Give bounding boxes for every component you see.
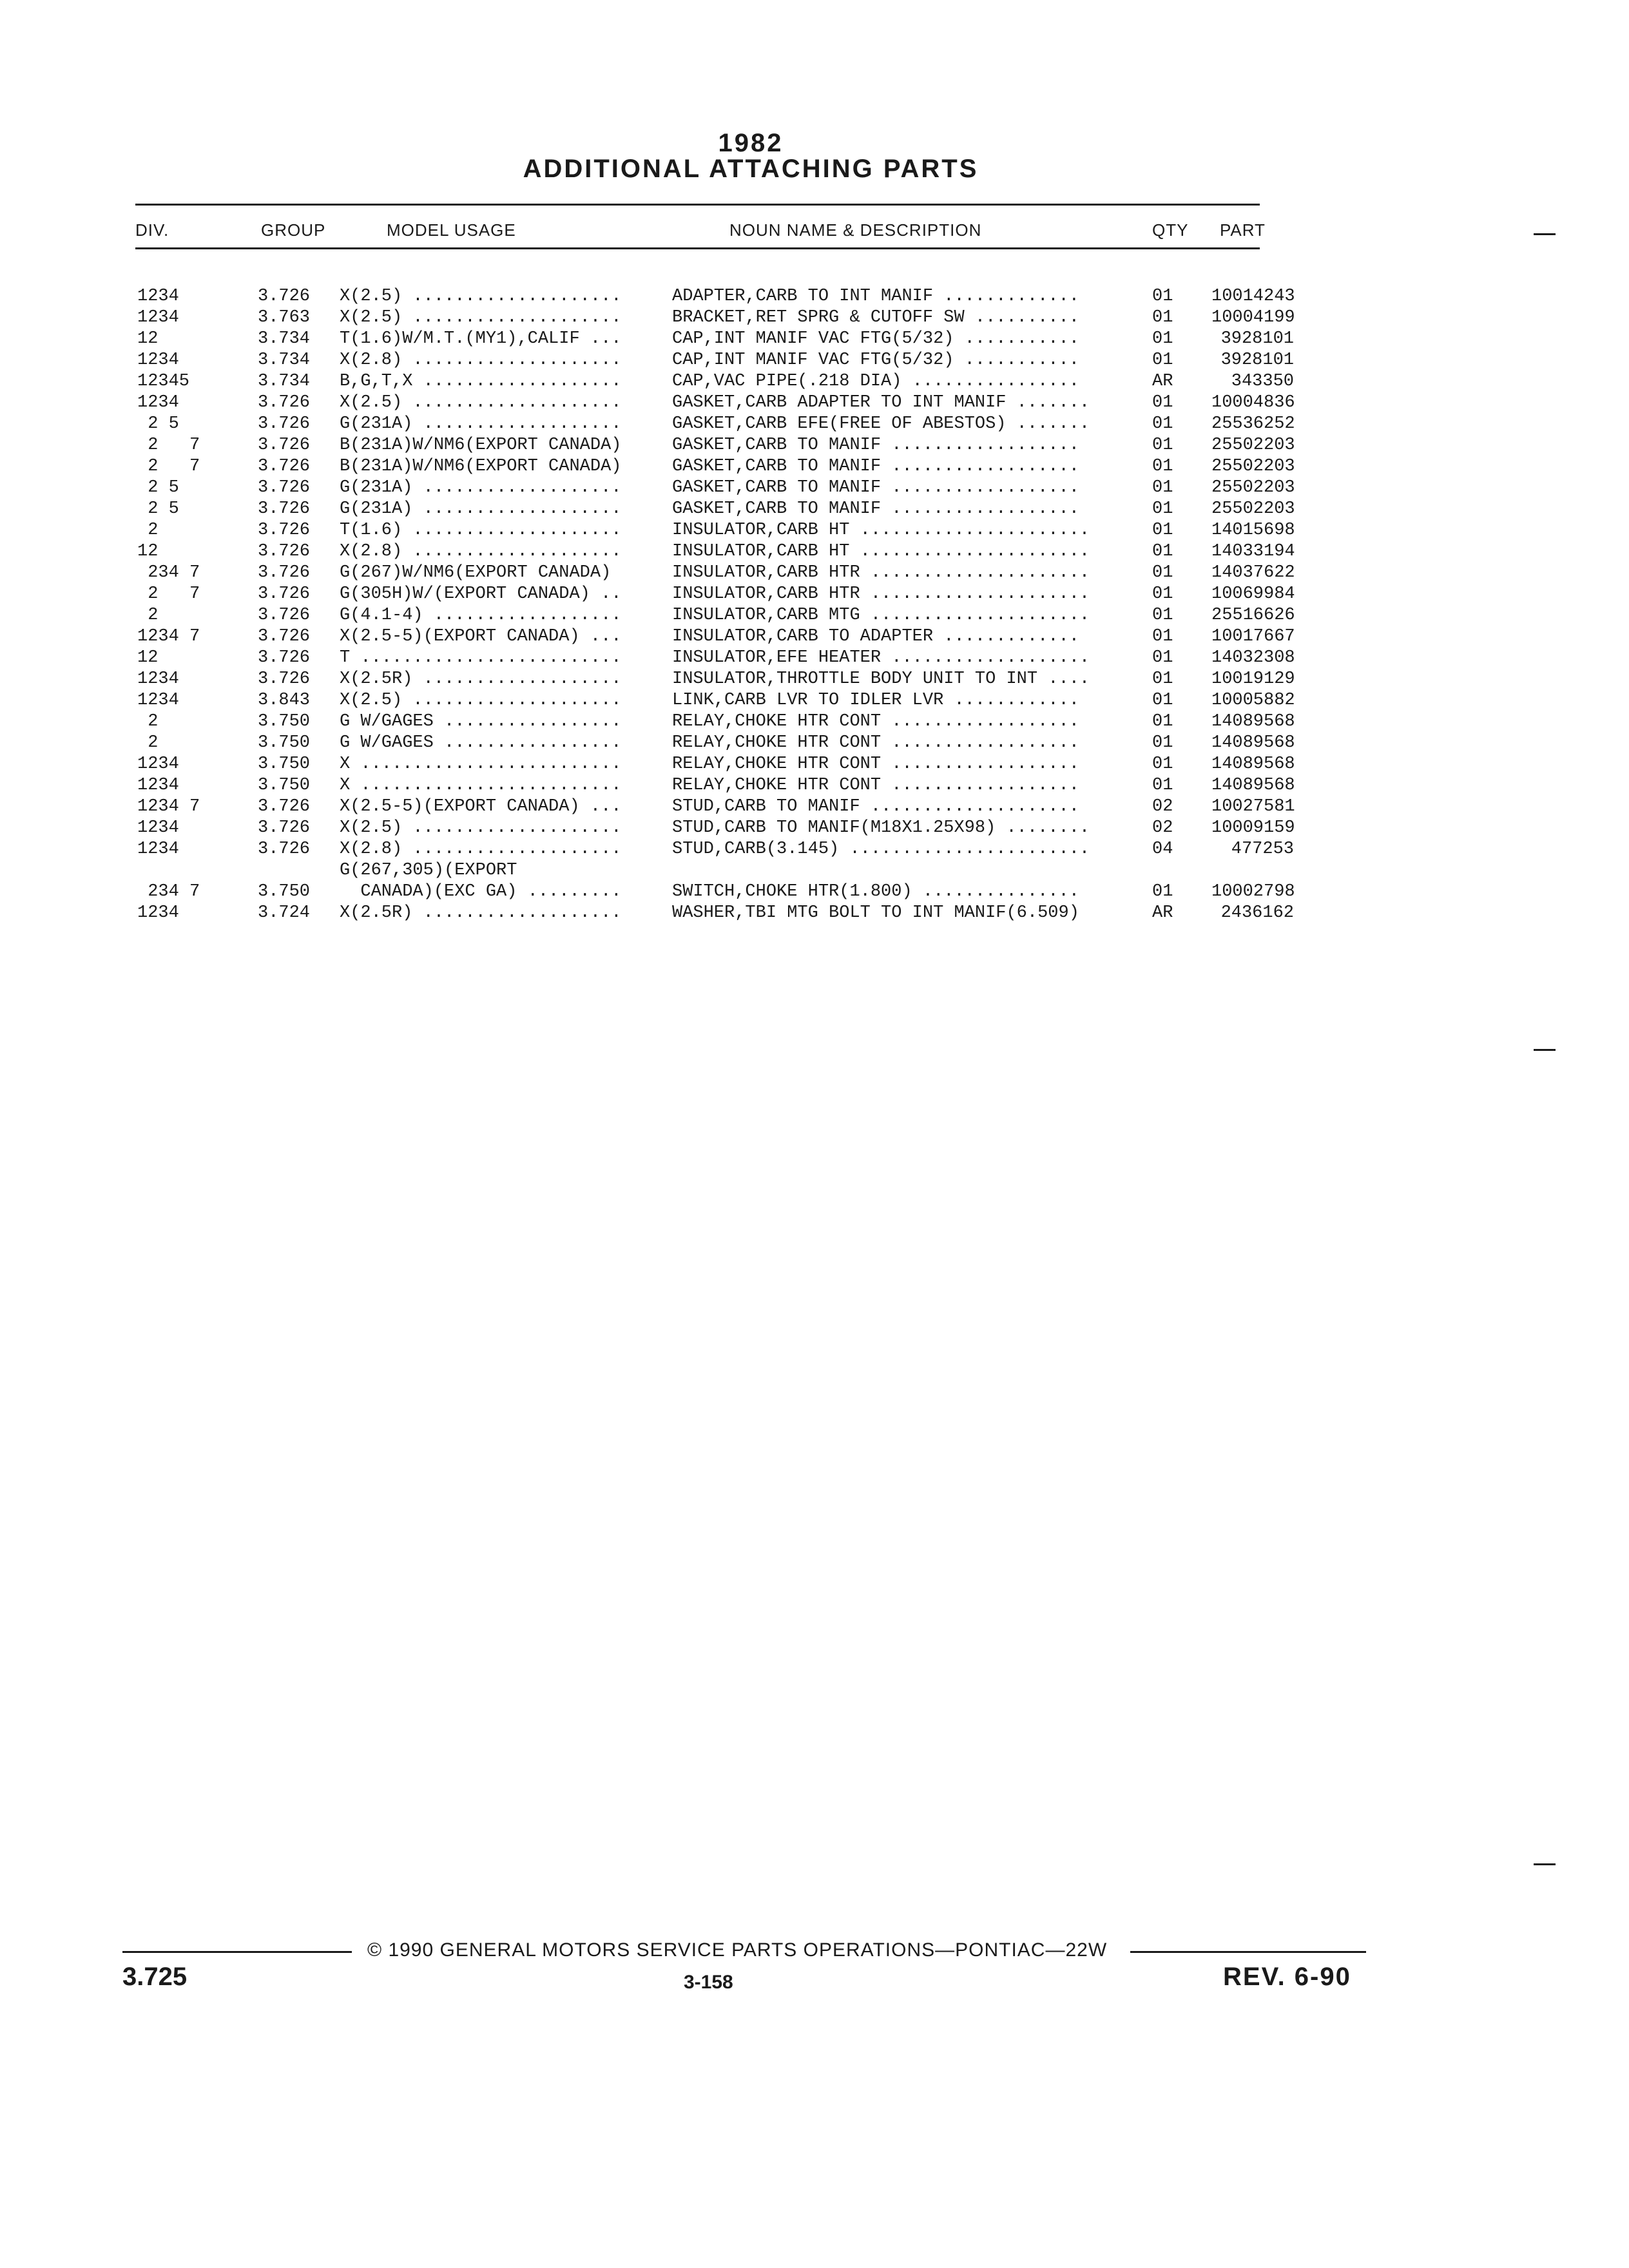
model-usage-cell: X(2.5R) ................... bbox=[340, 669, 622, 689]
table-row bbox=[0, 351, 1629, 372]
qty-cell: AR bbox=[1152, 903, 1173, 923]
model-usage-cell: CANADA)(EXC GA) ......... bbox=[340, 882, 622, 901]
group-cell: 3.750 bbox=[258, 776, 311, 795]
div-cell: 1234 7 bbox=[137, 797, 200, 816]
qty-cell: 01 bbox=[1152, 499, 1173, 519]
noun-cell: GASKET,CARB TO MANIF .................. bbox=[672, 436, 1079, 455]
table-row bbox=[0, 669, 1629, 691]
table-row bbox=[0, 754, 1629, 776]
qty-cell: 01 bbox=[1152, 606, 1173, 625]
qty-cell: 01 bbox=[1152, 733, 1173, 753]
table-row bbox=[0, 840, 1629, 861]
table-row bbox=[0, 606, 1629, 627]
qty-cell: 02 bbox=[1152, 797, 1173, 816]
div-cell: 1234 bbox=[137, 308, 179, 327]
model-usage-cell: X(2.8) .................... bbox=[340, 840, 622, 859]
noun-cell: SWITCH,CHOKE HTR(1.800) ............... bbox=[672, 882, 1079, 901]
table-row bbox=[0, 584, 1629, 606]
model-usage-cell: T(1.6)W/M.T.(MY1),CALIF ... bbox=[340, 329, 622, 349]
model-usage-cell: T ......................... bbox=[340, 648, 622, 668]
margin-tick bbox=[1534, 1049, 1556, 1051]
group-cell: 3.726 bbox=[258, 840, 311, 859]
div-cell: 234 7 bbox=[137, 882, 200, 901]
noun-cell: WASHER,TBI MTG BOLT TO INT MANIF(6.509) bbox=[672, 903, 1079, 923]
qty-cell: 01 bbox=[1152, 308, 1173, 327]
model-usage-cell: X(2.5) .................... bbox=[340, 691, 622, 710]
revision-label: REV. 6-90 bbox=[1223, 1963, 1351, 1991]
model-usage-cell: G(231A) ................... bbox=[340, 478, 622, 497]
model-usage-cell: G(267)W/NM6(EXPORT CANADA) bbox=[340, 563, 612, 582]
group-cell: 3.726 bbox=[258, 393, 311, 412]
div-cell: 1234 bbox=[137, 840, 179, 859]
div-cell: 12 bbox=[137, 329, 159, 349]
model-usage-cell: X(2.5-5)(EXPORT CANADA) ... bbox=[340, 797, 622, 816]
margin-tick bbox=[1534, 233, 1556, 235]
div-cell: 2 5 bbox=[137, 499, 179, 519]
qty-cell: 01 bbox=[1152, 754, 1173, 774]
div-cell: 2 7 bbox=[137, 436, 200, 455]
group-cell: 3.726 bbox=[258, 414, 311, 434]
page-number: 3-158 bbox=[684, 1972, 733, 1993]
div-cell: 1234 bbox=[137, 818, 179, 838]
group-cell: 3.734 bbox=[258, 329, 311, 349]
div-cell: 2 7 bbox=[137, 584, 200, 604]
group-cell: 3.726 bbox=[258, 584, 311, 604]
noun-cell: CAP,VAC PIPE(.218 DIA) ................ bbox=[672, 372, 1079, 391]
model-usage-cell: B,G,T,X ................... bbox=[340, 372, 622, 391]
noun-cell: GASKET,CARB TO MANIF .................. bbox=[672, 457, 1079, 476]
col-header-model-usage: MODEL USAGE bbox=[387, 220, 516, 240]
table-row bbox=[0, 436, 1629, 457]
part-number-cell: 477253 bbox=[1231, 840, 1294, 859]
div-cell: 12 bbox=[137, 542, 159, 561]
table-row bbox=[0, 861, 1629, 903]
group-cell: 3.726 bbox=[258, 499, 311, 519]
qty-cell: 01 bbox=[1152, 287, 1173, 306]
noun-cell: INSULATOR,CARB MTG ..................... bbox=[672, 606, 1090, 625]
model-usage-cell: X ......................... bbox=[340, 754, 622, 774]
noun-cell: CAP,INT MANIF VAC FTG(5/32) ........... bbox=[672, 351, 1079, 370]
model-usage-cell: G(231A) ................... bbox=[340, 414, 622, 434]
div-cell: 1234 bbox=[137, 903, 179, 923]
table-row bbox=[0, 499, 1629, 521]
div-cell: 1234 bbox=[137, 691, 179, 710]
noun-cell: INSULATOR,CARB HT ...................... bbox=[672, 521, 1090, 540]
model-usage-cell: X(2.8) .................... bbox=[340, 542, 622, 561]
table-row bbox=[0, 521, 1629, 542]
table-row bbox=[0, 308, 1629, 329]
part-number-cell: 10005882 bbox=[1211, 691, 1295, 710]
page-title: ADDITIONAL ATTACHING PARTS bbox=[523, 155, 979, 183]
model-usage-cell: B(231A)W/NM6(EXPORT CANADA) bbox=[340, 457, 622, 476]
group-cell: 3.726 bbox=[258, 648, 311, 668]
group-cell: 3.750 bbox=[258, 754, 311, 774]
div-cell: 2 bbox=[137, 606, 159, 625]
noun-cell: RELAY,CHOKE HTR CONT .................. bbox=[672, 733, 1079, 753]
model-usage-cell: X(2.5) .................... bbox=[340, 308, 622, 327]
table-row bbox=[0, 563, 1629, 584]
group-cell: 3.724 bbox=[258, 903, 311, 923]
part-number-cell: 2436162 bbox=[1220, 903, 1294, 923]
group-cell: 3.726 bbox=[258, 669, 311, 689]
table-row bbox=[0, 818, 1629, 840]
group-cell: 3.726 bbox=[258, 436, 311, 455]
group-cell: 3.763 bbox=[258, 308, 311, 327]
qty-cell: 01 bbox=[1152, 584, 1173, 604]
noun-cell: ADAPTER,CARB TO INT MANIF ............. bbox=[672, 287, 1079, 306]
qty-cell: 01 bbox=[1152, 563, 1173, 582]
noun-cell: STUD,CARB TO MANIF .................... bbox=[672, 797, 1079, 816]
part-number-cell: 10014243 bbox=[1211, 287, 1295, 306]
noun-cell: INSULATOR,CARB HT ...................... bbox=[672, 542, 1090, 561]
div-cell: 234 7 bbox=[137, 563, 200, 582]
group-cell: 3.726 bbox=[258, 606, 311, 625]
qty-cell: 04 bbox=[1152, 840, 1173, 859]
noun-cell: BRACKET,RET SPRG & CUTOFF SW .......... bbox=[672, 308, 1079, 327]
model-usage-cell: T(1.6) .................... bbox=[340, 521, 622, 540]
noun-cell: STUD,CARB(3.145) ....................... bbox=[672, 840, 1090, 859]
div-cell: 1234 bbox=[137, 776, 179, 795]
div-cell: 2 5 bbox=[137, 414, 179, 434]
qty-cell: 01 bbox=[1152, 882, 1173, 901]
qty-cell: AR bbox=[1152, 372, 1173, 391]
model-usage-cell: X(2.5) .................... bbox=[340, 393, 622, 412]
table-row bbox=[0, 478, 1629, 499]
div-cell: 1234 bbox=[137, 669, 179, 689]
noun-cell: STUD,CARB TO MANIF(M18X1.25X98) ........ bbox=[672, 818, 1090, 838]
part-number-cell: 25502203 bbox=[1211, 499, 1295, 519]
group-cell: 3.734 bbox=[258, 351, 311, 370]
qty-cell: 01 bbox=[1152, 691, 1173, 710]
div-cell: 1234 bbox=[137, 287, 179, 306]
div-cell: 12345 bbox=[137, 372, 190, 391]
div-cell: 12 bbox=[137, 648, 159, 668]
part-number-cell: 10069984 bbox=[1211, 584, 1295, 604]
table-row bbox=[0, 627, 1629, 648]
group-cell: 3.726 bbox=[258, 478, 311, 497]
model-usage-cell: X(2.5) .................... bbox=[340, 287, 622, 306]
part-number-cell: 14089568 bbox=[1211, 754, 1295, 774]
table-row bbox=[0, 329, 1629, 351]
table-row bbox=[0, 712, 1629, 733]
model-usage-cell: X(2.5R) ................... bbox=[340, 903, 622, 923]
part-number-cell: 25536252 bbox=[1211, 414, 1295, 434]
noun-cell: RELAY,CHOKE HTR CONT .................. bbox=[672, 712, 1079, 731]
qty-cell: 01 bbox=[1152, 776, 1173, 795]
qty-cell: 01 bbox=[1152, 393, 1173, 412]
noun-cell: GASKET,CARB TO MANIF .................. bbox=[672, 499, 1079, 519]
part-number-cell: 25502203 bbox=[1211, 457, 1295, 476]
noun-cell: RELAY,CHOKE HTR CONT .................. bbox=[672, 776, 1079, 795]
table-row bbox=[0, 903, 1629, 925]
model-usage-cell: X(2.5-5)(EXPORT CANADA) ... bbox=[340, 627, 622, 646]
table-row bbox=[0, 691, 1629, 712]
part-number-cell: 3928101 bbox=[1220, 351, 1294, 370]
part-number-cell: 25502203 bbox=[1211, 436, 1295, 455]
part-number-cell: 10004836 bbox=[1211, 393, 1295, 412]
part-number-cell: 25502203 bbox=[1211, 478, 1295, 497]
part-number-cell: 14089568 bbox=[1211, 712, 1295, 731]
page-year: 1982 bbox=[718, 129, 784, 157]
div-cell: 2 7 bbox=[137, 457, 200, 476]
header-rule-top bbox=[135, 204, 1260, 206]
noun-cell: INSULATOR,THROTTLE BODY UNIT TO INT .... bbox=[672, 669, 1090, 689]
copyright-text: © 1990 GENERAL MOTORS SERVICE PARTS OPERATIONS—PONTIAC—22W bbox=[367, 1939, 1108, 1961]
part-number-cell: 10017667 bbox=[1211, 627, 1295, 646]
group-cell: 3.726 bbox=[258, 818, 311, 838]
div-cell: 1234 bbox=[137, 351, 179, 370]
part-number-cell: 10009159 bbox=[1211, 818, 1295, 838]
div-cell: 1234 bbox=[137, 754, 179, 774]
qty-cell: 01 bbox=[1152, 457, 1173, 476]
section-number: 3.725 bbox=[122, 1963, 188, 1991]
model-usage-cell: X(2.8) .................... bbox=[340, 351, 622, 370]
model-usage-cell: G(305H)W/(EXPORT CANADA) .. bbox=[340, 584, 622, 604]
table-row bbox=[0, 542, 1629, 563]
noun-cell: RELAY,CHOKE HTR CONT .................. bbox=[672, 754, 1079, 774]
header-rule-bottom bbox=[135, 247, 1260, 249]
part-number-cell: 14033194 bbox=[1211, 542, 1295, 561]
group-cell: 3.726 bbox=[258, 287, 311, 306]
part-number-cell: 14037622 bbox=[1211, 563, 1295, 582]
noun-cell: GASKET,CARB EFE(FREE OF ABESTOS) ....... bbox=[672, 414, 1090, 434]
parts-table bbox=[0, 287, 1629, 925]
part-number-cell: 14089568 bbox=[1211, 776, 1295, 795]
group-cell: 3.750 bbox=[258, 733, 311, 753]
group-cell: 3.726 bbox=[258, 542, 311, 561]
table-row bbox=[0, 287, 1629, 308]
part-number-cell: 14015698 bbox=[1211, 521, 1295, 540]
qty-cell: 01 bbox=[1152, 329, 1173, 349]
qty-cell: 01 bbox=[1152, 521, 1173, 540]
model-usage-cell: X(2.5) .................... bbox=[340, 818, 622, 838]
noun-cell: LINK,CARB LVR TO IDLER LVR ............ bbox=[672, 691, 1079, 710]
noun-cell: GASKET,CARB ADAPTER TO INT MANIF ....... bbox=[672, 393, 1090, 412]
group-cell: 3.726 bbox=[258, 457, 311, 476]
table-row bbox=[0, 648, 1629, 669]
div-cell: 1234 bbox=[137, 393, 179, 412]
margin-tick bbox=[1534, 1863, 1556, 1865]
col-header-part: PART bbox=[1220, 220, 1266, 240]
model-usage-cell: G(267,305)(EXPORT bbox=[340, 861, 517, 880]
part-number-cell: 14089568 bbox=[1211, 733, 1295, 753]
div-cell: 2 bbox=[137, 733, 159, 753]
group-cell: 3.750 bbox=[258, 712, 311, 731]
group-cell: 3.726 bbox=[258, 627, 311, 646]
table-row bbox=[0, 776, 1629, 797]
group-cell: 3.726 bbox=[258, 797, 311, 816]
part-number-cell: 25516626 bbox=[1211, 606, 1295, 625]
noun-cell: INSULATOR,CARB TO ADAPTER ............. bbox=[672, 627, 1079, 646]
qty-cell: 01 bbox=[1152, 351, 1173, 370]
div-cell: 2 5 bbox=[137, 478, 179, 497]
model-usage-cell: G(4.1-4) .................. bbox=[340, 606, 622, 625]
footer-rule-right bbox=[1130, 1951, 1366, 1953]
part-number-cell: 14032308 bbox=[1211, 648, 1295, 668]
group-cell: 3.726 bbox=[258, 563, 311, 582]
qty-cell: 01 bbox=[1152, 478, 1173, 497]
noun-cell: INSULATOR,CARB HTR ..................... bbox=[672, 563, 1090, 582]
table-row bbox=[0, 393, 1629, 414]
div-cell: 2 bbox=[137, 521, 159, 540]
part-number-cell: 10002798 bbox=[1211, 882, 1295, 901]
noun-cell: GASKET,CARB TO MANIF .................. bbox=[672, 478, 1079, 497]
group-cell: 3.726 bbox=[258, 521, 311, 540]
qty-cell: 01 bbox=[1152, 436, 1173, 455]
table-row bbox=[0, 733, 1629, 754]
col-header-group: GROUP bbox=[261, 220, 326, 240]
qty-cell: 01 bbox=[1152, 648, 1173, 668]
part-number-cell: 10019129 bbox=[1211, 669, 1295, 689]
qty-cell: 01 bbox=[1152, 627, 1173, 646]
qty-cell: 02 bbox=[1152, 818, 1173, 838]
col-header-div: DIV. bbox=[135, 220, 169, 240]
table-row bbox=[0, 414, 1629, 436]
div-cell: 2 bbox=[137, 712, 159, 731]
model-usage-cell: G W/GAGES ................. bbox=[340, 733, 622, 753]
footer-rule-left bbox=[122, 1951, 352, 1953]
noun-cell: INSULATOR,EFE HEATER ................... bbox=[672, 648, 1090, 668]
col-header-qty: QTY bbox=[1152, 220, 1189, 240]
part-number-cell: 3928101 bbox=[1220, 329, 1294, 349]
table-row bbox=[0, 457, 1629, 478]
qty-cell: 01 bbox=[1152, 669, 1173, 689]
part-number-cell: 10004199 bbox=[1211, 308, 1295, 327]
noun-cell: CAP,INT MANIF VAC FTG(5/32) ........... bbox=[672, 329, 1079, 349]
model-usage-cell: X ......................... bbox=[340, 776, 622, 795]
part-number-cell: 343350 bbox=[1231, 372, 1294, 391]
qty-cell: 01 bbox=[1152, 712, 1173, 731]
noun-cell: INSULATOR,CARB HTR ..................... bbox=[672, 584, 1090, 604]
table-row bbox=[0, 372, 1629, 393]
group-cell: 3.750 bbox=[258, 882, 311, 901]
model-usage-cell: G W/GAGES ................. bbox=[340, 712, 622, 731]
model-usage-cell: G(231A) ................... bbox=[340, 499, 622, 519]
model-usage-cell: B(231A)W/NM6(EXPORT CANADA) bbox=[340, 436, 622, 455]
div-cell: 1234 7 bbox=[137, 627, 200, 646]
table-row bbox=[0, 797, 1629, 818]
qty-cell: 01 bbox=[1152, 542, 1173, 561]
qty-cell: 01 bbox=[1152, 414, 1173, 434]
part-number-cell: 10027581 bbox=[1211, 797, 1295, 816]
col-header-noun: NOUN NAME & DESCRIPTION bbox=[729, 220, 982, 240]
group-cell: 3.734 bbox=[258, 372, 311, 391]
group-cell: 3.843 bbox=[258, 691, 311, 710]
